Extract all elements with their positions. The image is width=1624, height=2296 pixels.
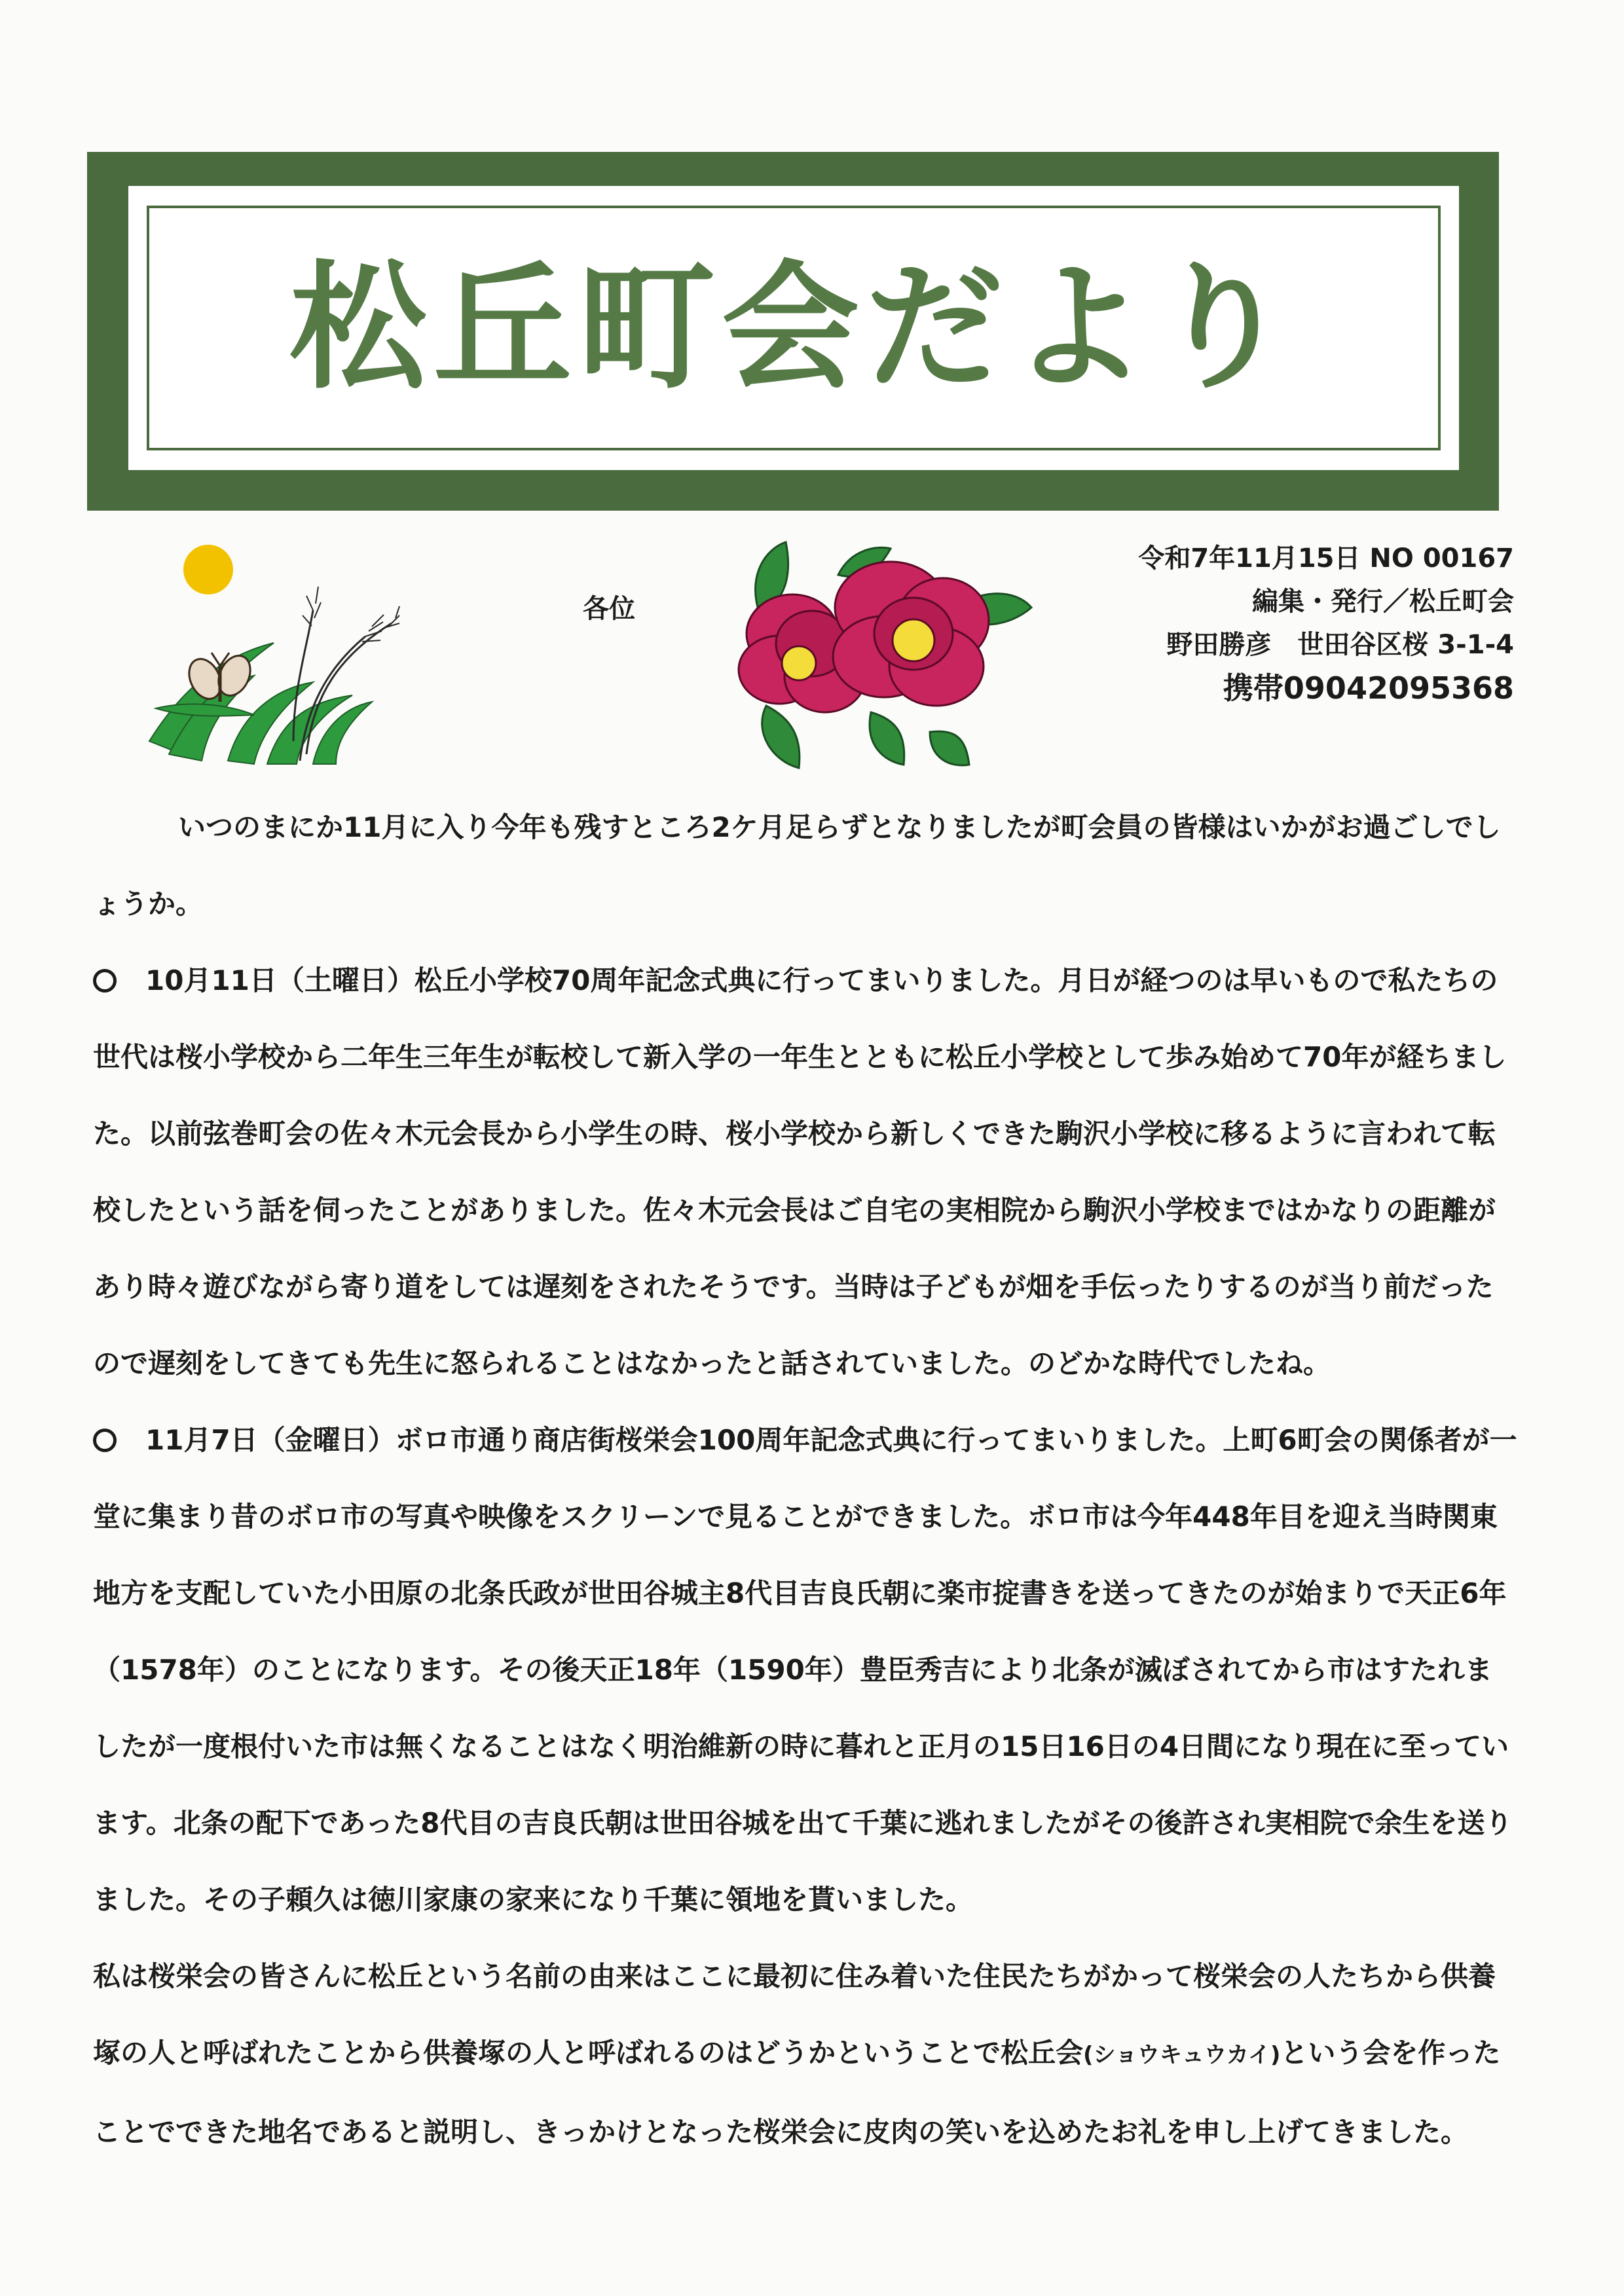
susuki-stem xyxy=(306,623,392,754)
circle-bullet-icon xyxy=(93,969,117,993)
moon-icon xyxy=(183,545,233,594)
newsletter-title: 松丘町会だより xyxy=(289,247,1298,408)
newsletter-body xyxy=(93,789,1519,2170)
item-1-text: 10月11日（土曜日）松丘小学校70周年記念式典に行ってまいりました。月日が経つのは早いもので私たちの世代は桜小学校から二年生三年生が転校して新入学の一年生とともに松丘小学校として歩み始めて70年が経ちました。以前弦巻町会の佐々木元会長から小学生の時、桜小学校から新しくできた駒沢小学校に移るように言われて転校したという話を伺ったことがありました。佐々木元会長はご自宅の実相院から駒沢小学校まではかなりの距離があり時々遊びながら寄り道をしては遅刻をされたそうです。当時は子どもが畑を手伝ったりするのが当り前だったので遅刻をしてきても先生に怒られることはなかったと話されていました。のどかな時代でしたね。 xyxy=(93,964,1507,1379)
susuki-plume xyxy=(386,606,399,627)
closing-text-2: という会を作ったことでできた地名であると説明し、きっかけとなった桜栄会に皮肉の笑いを込めたお礼を申し上げてきました。 xyxy=(93,2037,1501,2148)
intro-paragraph: いつのまにか11月に入り今年も残すところ2ケ月足らずとなりましたが町会員の皆様はいかがお過ごしでしょうか。 xyxy=(93,811,1501,920)
publisher: 編集・発行／松丘町会 xyxy=(1252,587,1514,617)
addressee: 各位 xyxy=(583,594,635,624)
contact-address: 野田勝彦 世田谷区桜 3-1-4 xyxy=(1166,630,1514,660)
moon-susuki-butterfly-icon xyxy=(143,545,405,767)
item-1-paragraph xyxy=(93,942,1519,1402)
camellia-flower xyxy=(833,562,989,706)
closing-reading: (ショウキュウカイ) xyxy=(1083,2042,1281,2068)
title-banner-inner xyxy=(128,186,1459,470)
item-2-text: 11月7日（金曜日）ボロ市通り商店街桜栄会100周年記念式典に行ってまいりました。上町6町会の関係者が一堂に集まり昔のボロ市の写真や映像をスクリーンで見ることができました。ボロ市は今年448年目を迎え当時関東地方を支配していた小田原の北条氏政が世田谷城主8代目吉良氏朝に楽市掟書きを送ってきたのが始まりで天正6年（1578年）のことになります。その後天正18年（1590年）豊臣秀吉により北条が滅ぼされてから市はすたれましたが一度根付いた市は無くなることはなく明治維新の時に暮れと正月の15日16日の4日間になり現在に至っています。北条の配下であった8代目の吉良氏朝は世田谷城を出て千葉に逃れましたがその後許され実相院で余生を送りました。その子頼久は徳川家康の家来になり千葉に領地を貰いました。 xyxy=(93,1424,1517,1916)
closing-text-1: 私は桜栄会の皆さんに松丘という名前の由来はここに最初に住み着いた住民たちがかって桜栄会の人たちから供養塚の人と呼ばれたことから供養塚の人と呼ばれるのはどうかということで松丘会 xyxy=(93,1960,1496,2069)
camellia-flowers-icon xyxy=(733,536,1041,771)
title-banner-frame xyxy=(147,206,1441,450)
leaf xyxy=(762,706,800,768)
contact-phone: 携帯09042095368 xyxy=(1223,670,1514,706)
circle-bullet-icon xyxy=(93,1429,117,1452)
issue-date-number: 令和7年11月15日 NO 00167 xyxy=(1138,543,1514,574)
closing-paragraph xyxy=(93,1938,1519,2170)
leaf xyxy=(930,731,969,765)
item-2-paragraph xyxy=(93,1402,1519,1938)
title-banner xyxy=(87,152,1499,511)
issue-info xyxy=(1138,537,1514,710)
leaf xyxy=(870,712,904,765)
